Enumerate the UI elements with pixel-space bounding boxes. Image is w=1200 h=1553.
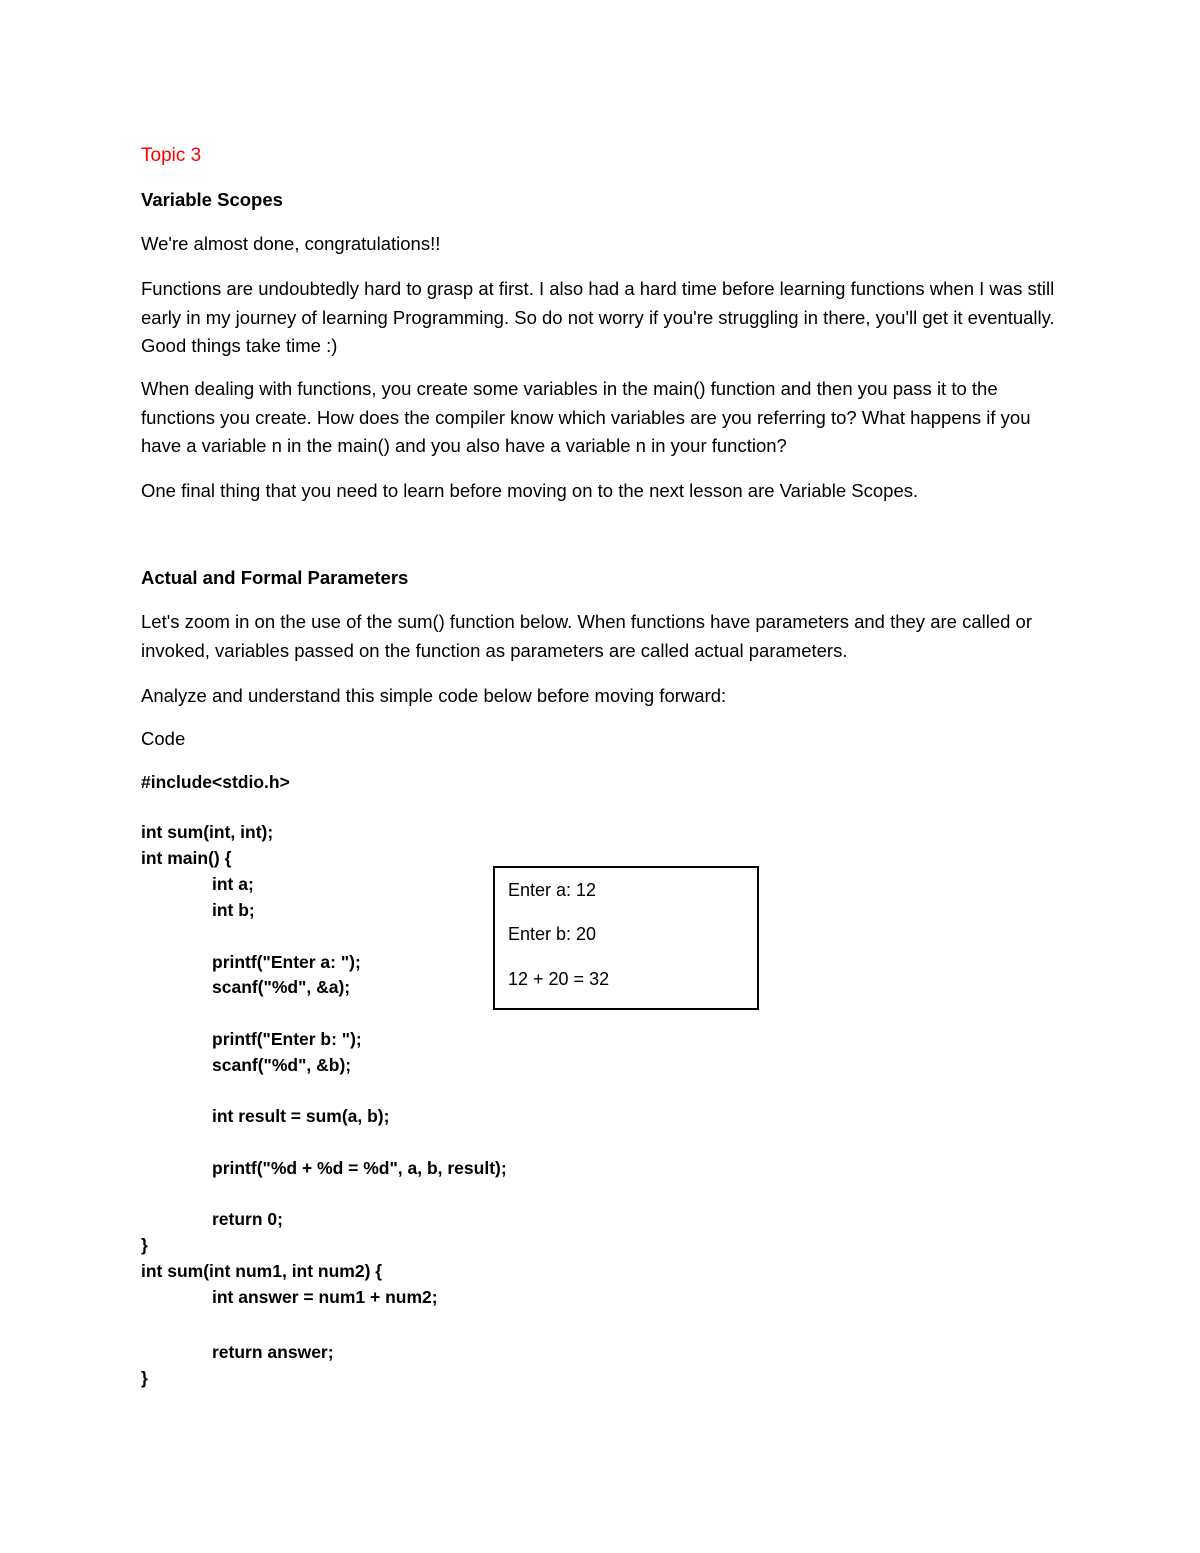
output-line: 12 + 20 = 32	[508, 969, 610, 989]
code-line: int sum(int, int);	[141, 822, 274, 842]
code-line: printf("%d + %d = %d", a, b, result);	[212, 1158, 507, 1178]
section-heading-variable-scopes: Variable Scopes	[141, 189, 283, 210]
output-line: Enter a: 12	[508, 880, 597, 900]
code-line: }	[141, 1235, 148, 1255]
code-line: return 0;	[212, 1209, 283, 1229]
output-line: Enter b: 20	[508, 924, 597, 944]
topic-label: Topic 3	[141, 145, 202, 166]
program-output-box	[493, 866, 759, 1010]
code-line: int sum(int num1, int num2) {	[141, 1261, 383, 1281]
code-line: printf("Enter a: ");	[212, 952, 361, 972]
code-line: return answer;	[212, 1342, 334, 1362]
paragraph-functions-hard: Functions are undoubtedly hard to grasp at first. I also had a hard time before learning functions when I was still early in my journey of learning Programming. So do not worry if you're struggling in there, you'll get it eventually. Good things take time :)	[141, 278, 1055, 356]
code-line: scanf("%d", &b);	[212, 1055, 352, 1075]
paragraph-analyze: Analyze and understand this simple code below before moving forward:	[141, 685, 727, 706]
paragraph-congratulations: We're almost done, congratulations!!	[141, 233, 441, 254]
code-line: scanf("%d", &a);	[212, 977, 351, 997]
code-line: #include<stdio.h>	[141, 772, 290, 792]
paragraph-dealing-with-functions: When dealing with functions, you create some variables in the main() function and then you pass it to the functions you create. How does the compiler know which variables are you referring to? What happens if you have a variable n in the main() and you also have a variable n in your function?	[141, 378, 1031, 456]
code-line: printf("Enter b: ");	[212, 1029, 362, 1049]
code-line: int a;	[212, 874, 254, 894]
code-label: Code	[141, 728, 186, 749]
code-line: }	[141, 1368, 148, 1388]
paragraph-final-thing: One final thing that you need to learn before moving on to the next lesson are Variable Scopes.	[141, 480, 919, 501]
section-heading-parameters: Actual and Formal Parameters	[141, 567, 409, 588]
code-line: int main() {	[141, 848, 232, 868]
code-line: int answer = num1 + num2;	[212, 1287, 438, 1307]
paragraph-zoom-in: Let's zoom in on the use of the sum() function below. When functions have parameters and they are called or invoked, variables passed on the function as parameters are called actual parameters.	[141, 611, 1032, 661]
code-line: int b;	[212, 900, 255, 920]
code-line: int result = sum(a, b);	[212, 1106, 390, 1126]
